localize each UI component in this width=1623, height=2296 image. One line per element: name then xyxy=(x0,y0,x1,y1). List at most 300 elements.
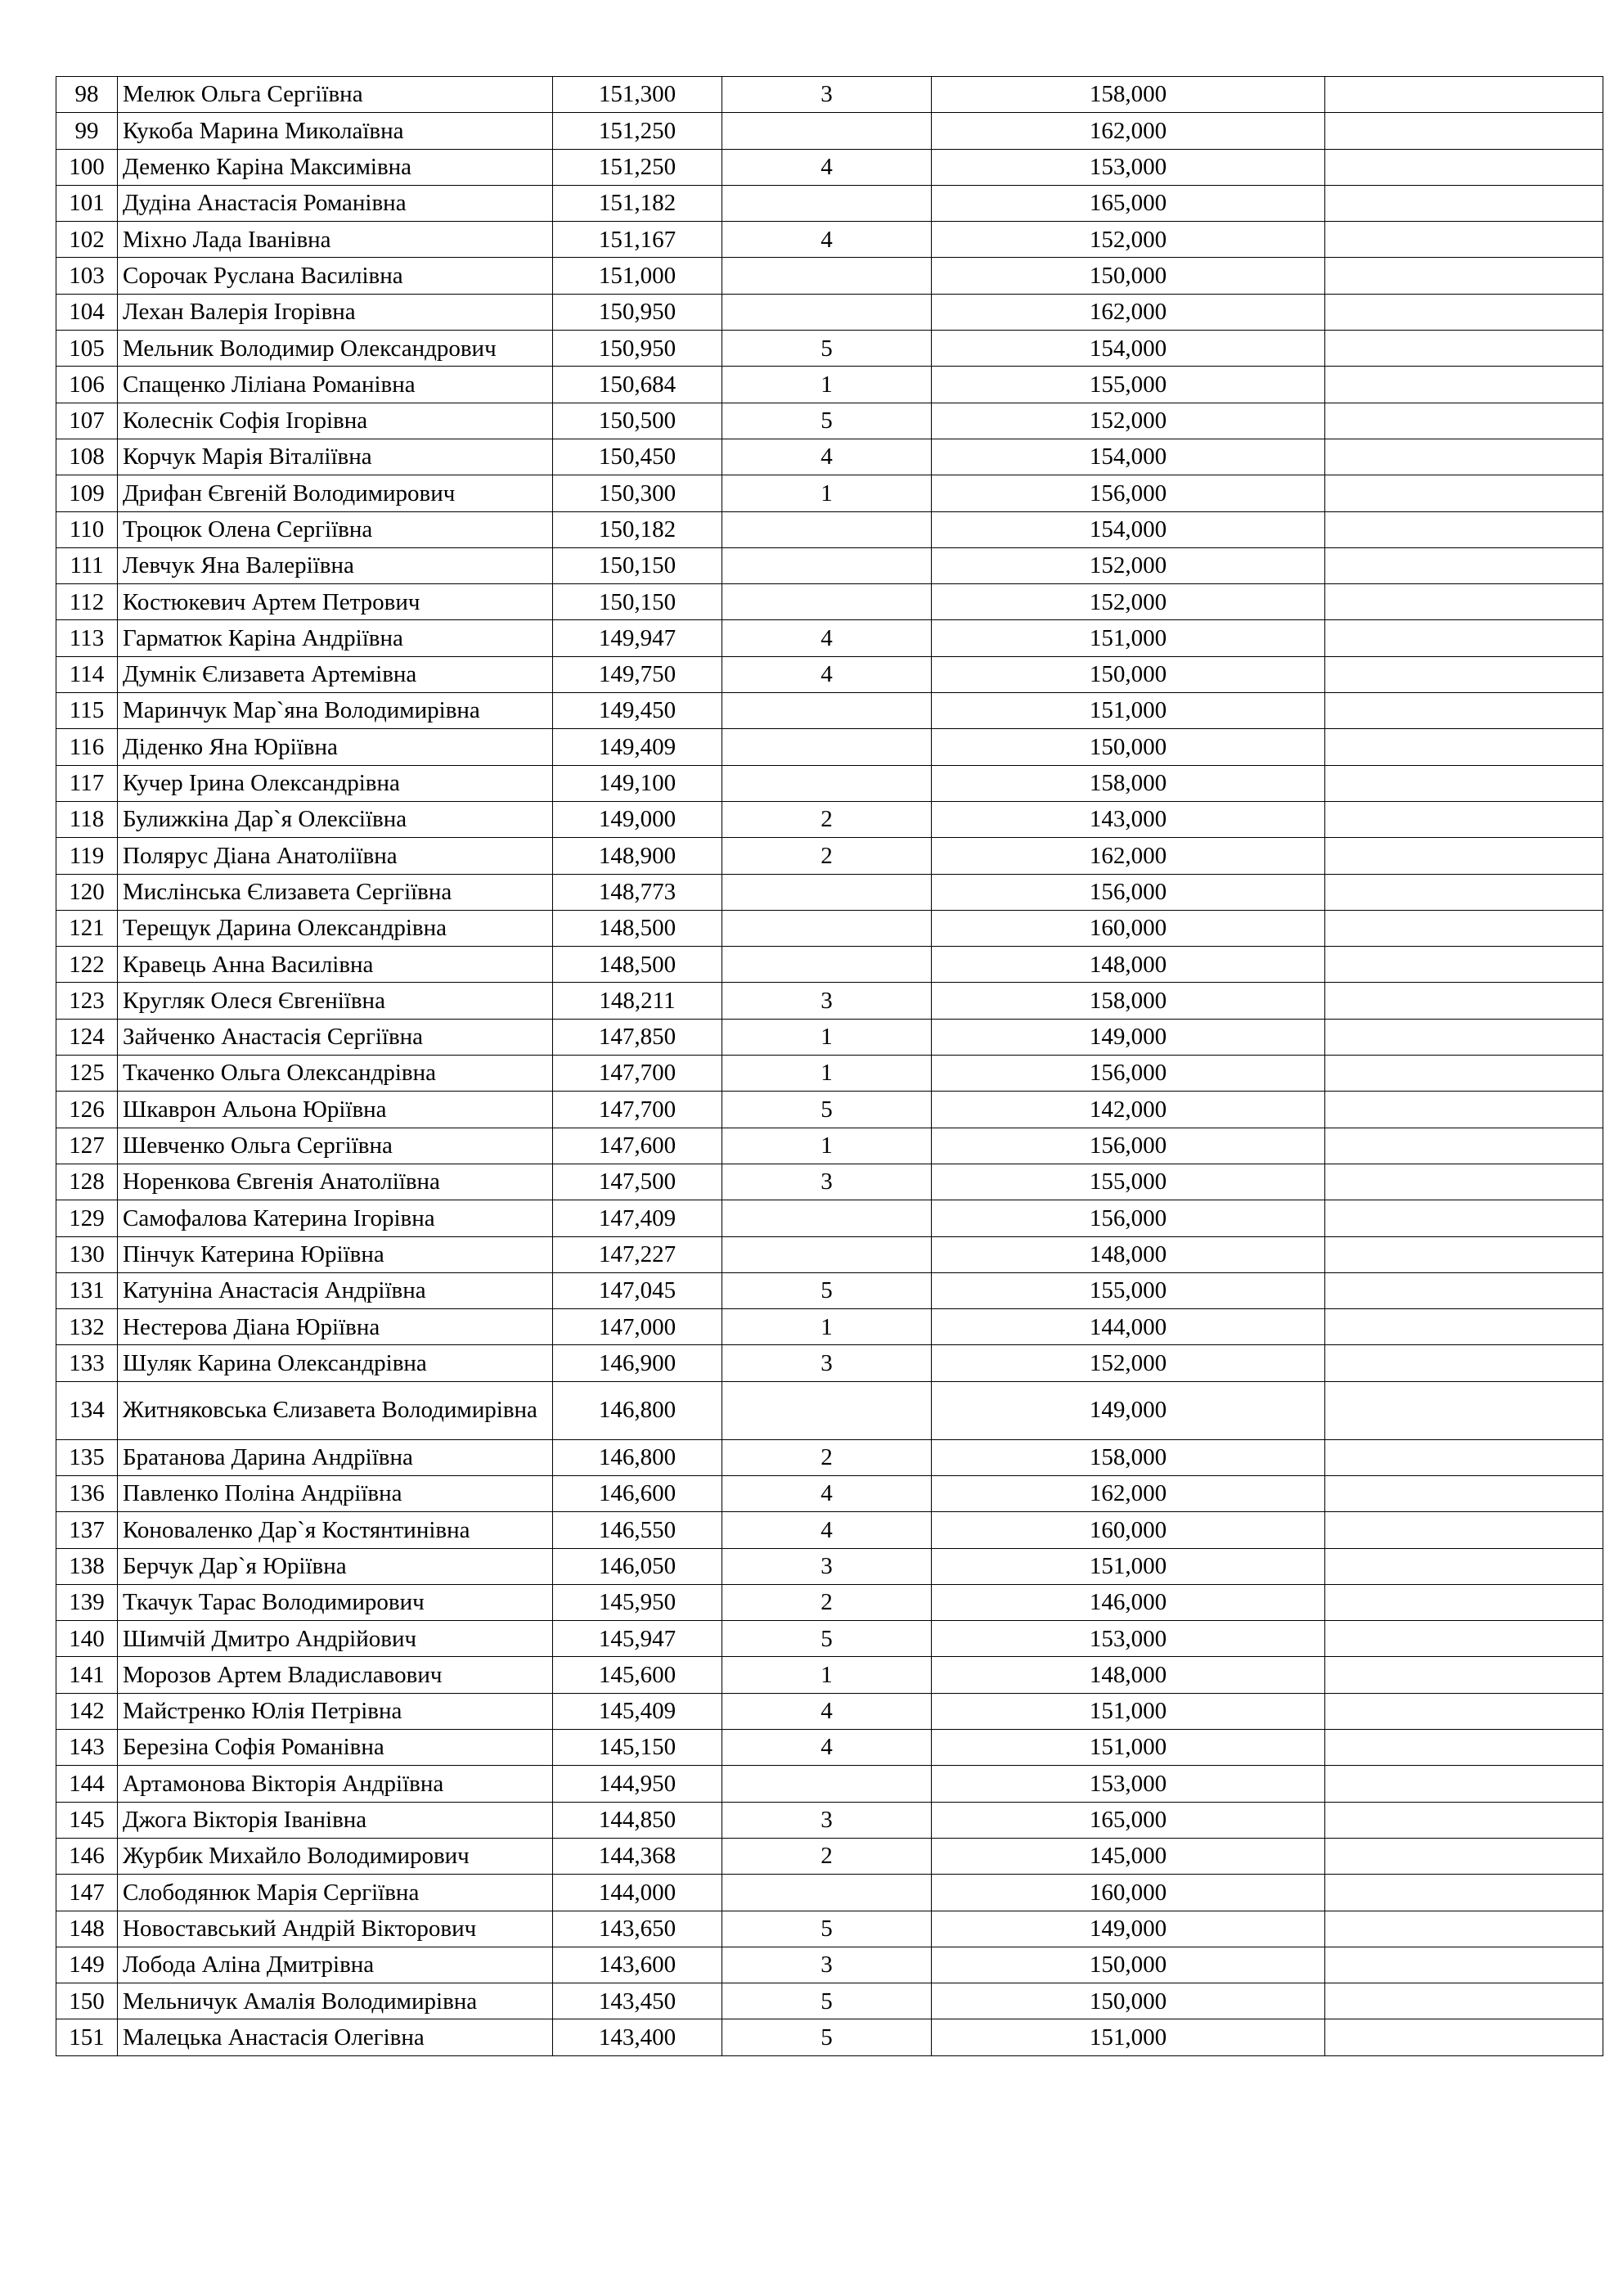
score-cell: 147,700 xyxy=(553,1056,722,1092)
score-cell: 143,650 xyxy=(553,1911,722,1947)
score-cell: 150,450 xyxy=(553,439,722,475)
row-number-cell: 105 xyxy=(56,331,118,367)
empty-cell xyxy=(1325,185,1603,221)
full-name-cell: Житняковська Єлизавета Володимирівна xyxy=(118,1381,553,1439)
full-name-cell: Дрифан Євгеній Володимирович xyxy=(118,475,553,511)
value-cell: 152,000 xyxy=(932,1345,1325,1381)
full-name-cell: Шимчій Дмитро Андрійович xyxy=(118,1621,553,1657)
empty-cell xyxy=(1325,1947,1603,1983)
priority-cell xyxy=(722,729,932,765)
full-name-cell: Морозов Артем Владиславович xyxy=(118,1657,553,1693)
row-number-cell: 123 xyxy=(56,983,118,1019)
row-number-cell: 117 xyxy=(56,765,118,801)
score-cell: 145,947 xyxy=(553,1621,722,1657)
priority-cell: 3 xyxy=(722,1345,932,1381)
value-cell: 142,000 xyxy=(932,1092,1325,1128)
full-name-cell: Мельничук Амалія Володимирівна xyxy=(118,1983,553,2019)
score-cell: 150,182 xyxy=(553,511,722,547)
value-cell: 153,000 xyxy=(932,149,1325,185)
row-number-cell: 129 xyxy=(56,1200,118,1236)
value-cell: 148,000 xyxy=(932,1657,1325,1693)
priority-cell: 2 xyxy=(722,838,932,874)
score-cell: 147,409 xyxy=(553,1200,722,1236)
value-cell: 160,000 xyxy=(932,1875,1325,1911)
row-number-cell: 132 xyxy=(56,1309,118,1345)
empty-cell xyxy=(1325,1621,1603,1657)
value-cell: 150,000 xyxy=(932,1983,1325,2019)
score-cell: 150,150 xyxy=(553,584,722,620)
row-number-cell: 125 xyxy=(56,1056,118,1092)
value-cell: 146,000 xyxy=(932,1584,1325,1620)
full-name-cell: Самофалова Катерина Ігорівна xyxy=(118,1200,553,1236)
row-number-cell: 111 xyxy=(56,547,118,583)
value-cell: 153,000 xyxy=(932,1766,1325,1802)
priority-cell: 3 xyxy=(722,983,932,1019)
value-cell: 155,000 xyxy=(932,1164,1325,1200)
score-cell: 151,250 xyxy=(553,113,722,149)
full-name-cell: Павленко Поліна Андріївна xyxy=(118,1475,553,1511)
priority-cell xyxy=(722,947,932,983)
value-cell: 158,000 xyxy=(932,1439,1325,1475)
row-number-cell: 143 xyxy=(56,1730,118,1766)
table-row xyxy=(56,1802,1603,1838)
score-cell: 147,000 xyxy=(553,1309,722,1345)
empty-cell xyxy=(1325,1128,1603,1164)
score-cell: 151,167 xyxy=(553,222,722,258)
value-cell: 156,000 xyxy=(932,1056,1325,1092)
table-row xyxy=(56,1621,1603,1657)
full-name-cell: Думнік Єлизавета Артемівна xyxy=(118,656,553,692)
value-cell: 152,000 xyxy=(932,403,1325,439)
row-number-cell: 121 xyxy=(56,910,118,946)
value-cell: 150,000 xyxy=(932,258,1325,294)
score-cell: 143,400 xyxy=(553,2019,722,2055)
value-cell: 158,000 xyxy=(932,765,1325,801)
empty-cell xyxy=(1325,584,1603,620)
row-number-cell: 142 xyxy=(56,1693,118,1729)
row-number-cell: 116 xyxy=(56,729,118,765)
score-cell: 146,550 xyxy=(553,1512,722,1548)
table-row xyxy=(56,1236,1603,1272)
score-cell: 143,450 xyxy=(553,1983,722,2019)
row-number-cell: 100 xyxy=(56,149,118,185)
table-row xyxy=(56,1056,1603,1092)
empty-cell xyxy=(1325,1381,1603,1439)
score-cell: 150,500 xyxy=(553,403,722,439)
row-number-cell: 133 xyxy=(56,1345,118,1381)
priority-cell: 3 xyxy=(722,1802,932,1838)
full-name-cell: Міхно Лада Іванівна xyxy=(118,222,553,258)
score-cell: 146,800 xyxy=(553,1381,722,1439)
full-name-cell: Братанова Дарина Андріївна xyxy=(118,1439,553,1475)
score-cell: 148,773 xyxy=(553,874,722,910)
empty-cell xyxy=(1325,1657,1603,1693)
table-row xyxy=(56,1345,1603,1381)
empty-cell xyxy=(1325,1309,1603,1345)
score-cell: 149,000 xyxy=(553,801,722,837)
value-cell: 149,000 xyxy=(932,1381,1325,1439)
table-row xyxy=(56,403,1603,439)
priority-cell xyxy=(722,294,932,330)
full-name-cell: Левчук Яна Валеріївна xyxy=(118,547,553,583)
table-row xyxy=(56,222,1603,258)
empty-cell xyxy=(1325,620,1603,656)
row-number-cell: 107 xyxy=(56,403,118,439)
value-cell: 156,000 xyxy=(932,1200,1325,1236)
priority-cell: 5 xyxy=(722,2019,932,2055)
row-number-cell: 115 xyxy=(56,693,118,729)
score-cell: 149,450 xyxy=(553,693,722,729)
table-row xyxy=(56,729,1603,765)
value-cell: 154,000 xyxy=(932,511,1325,547)
value-cell: 144,000 xyxy=(932,1309,1325,1345)
empty-cell xyxy=(1325,1512,1603,1548)
empty-cell xyxy=(1325,331,1603,367)
row-number-cell: 113 xyxy=(56,620,118,656)
full-name-cell: Малецька Анастасія Олегівна xyxy=(118,2019,553,2055)
row-number-cell: 99 xyxy=(56,113,118,149)
full-name-cell: Маринчук Мар`яна Володимирівна xyxy=(118,693,553,729)
value-cell: 155,000 xyxy=(932,367,1325,403)
row-number-cell: 130 xyxy=(56,1236,118,1272)
empty-cell xyxy=(1325,693,1603,729)
priority-cell xyxy=(722,765,932,801)
table-row xyxy=(56,656,1603,692)
full-name-cell: Лобода Аліна Дмитрівна xyxy=(118,1947,553,1983)
table-row xyxy=(56,77,1603,113)
full-name-cell: Пінчук Катерина Юріївна xyxy=(118,1236,553,1272)
full-name-cell: Шуляк Карина Олександрівна xyxy=(118,1345,553,1381)
full-name-cell: Катуніна Анастасія Андріївна xyxy=(118,1272,553,1308)
score-cell: 146,900 xyxy=(553,1345,722,1381)
full-name-cell: Колеснік Софія Ігорівна xyxy=(118,403,553,439)
full-name-cell: Ткаченко Ольга Олександрівна xyxy=(118,1056,553,1092)
priority-cell: 5 xyxy=(722,1983,932,2019)
value-cell: 151,000 xyxy=(932,2019,1325,2055)
value-cell: 152,000 xyxy=(932,547,1325,583)
score-cell: 151,250 xyxy=(553,149,722,185)
row-number-cell: 120 xyxy=(56,874,118,910)
row-number-cell: 103 xyxy=(56,258,118,294)
empty-cell xyxy=(1325,367,1603,403)
value-cell: 152,000 xyxy=(932,584,1325,620)
row-number-cell: 138 xyxy=(56,1548,118,1584)
table-row xyxy=(56,1439,1603,1475)
empty-cell xyxy=(1325,2019,1603,2055)
empty-cell xyxy=(1325,547,1603,583)
empty-cell xyxy=(1325,475,1603,511)
table-row xyxy=(56,1693,1603,1729)
full-name-cell: Артамонова Вікторія Андріївна xyxy=(118,1766,553,1802)
table-row xyxy=(56,1200,1603,1236)
full-name-cell: Полярус Діана Анатоліївна xyxy=(118,838,553,874)
table-row xyxy=(56,838,1603,874)
full-name-cell: Дудіна Анастасія Романівна xyxy=(118,185,553,221)
table-row xyxy=(56,1947,1603,1983)
table-row xyxy=(56,983,1603,1019)
priority-cell: 5 xyxy=(722,331,932,367)
table-row xyxy=(56,475,1603,511)
score-cell: 147,700 xyxy=(553,1092,722,1128)
row-number-cell: 146 xyxy=(56,1838,118,1874)
value-cell: 165,000 xyxy=(932,1802,1325,1838)
table-row xyxy=(56,547,1603,583)
value-cell: 160,000 xyxy=(932,1512,1325,1548)
table-row xyxy=(56,113,1603,149)
empty-cell xyxy=(1325,1200,1603,1236)
score-cell: 147,850 xyxy=(553,1019,722,1055)
empty-cell xyxy=(1325,729,1603,765)
score-cell: 151,182 xyxy=(553,185,722,221)
full-name-cell: Мельник Володимир Олександрович xyxy=(118,331,553,367)
table-row xyxy=(56,439,1603,475)
table-row xyxy=(56,1381,1603,1439)
priority-cell: 3 xyxy=(722,1548,932,1584)
value-cell: 148,000 xyxy=(932,947,1325,983)
score-cell: 144,368 xyxy=(553,1838,722,1874)
priority-cell: 1 xyxy=(722,367,932,403)
priority-cell xyxy=(722,1200,932,1236)
row-number-cell: 119 xyxy=(56,838,118,874)
table-row xyxy=(56,1512,1603,1548)
priority-cell xyxy=(722,185,932,221)
value-cell: 162,000 xyxy=(932,294,1325,330)
score-cell: 150,150 xyxy=(553,547,722,583)
row-number-cell: 140 xyxy=(56,1621,118,1657)
table-row xyxy=(56,1911,1603,1947)
empty-cell xyxy=(1325,1730,1603,1766)
table-row xyxy=(56,1657,1603,1693)
priority-cell: 5 xyxy=(722,1092,932,1128)
row-number-cell: 124 xyxy=(56,1019,118,1055)
priority-cell: 1 xyxy=(722,1056,932,1092)
value-cell: 149,000 xyxy=(932,1019,1325,1055)
full-name-cell: Кукоба Марина Миколаївна xyxy=(118,113,553,149)
empty-cell xyxy=(1325,1056,1603,1092)
value-cell: 162,000 xyxy=(932,838,1325,874)
table-row xyxy=(56,185,1603,221)
score-cell: 144,000 xyxy=(553,1875,722,1911)
table-row xyxy=(56,1272,1603,1308)
value-cell: 149,000 xyxy=(932,1911,1325,1947)
value-cell: 150,000 xyxy=(932,729,1325,765)
priority-cell xyxy=(722,258,932,294)
empty-cell xyxy=(1325,1092,1603,1128)
table-row xyxy=(56,1128,1603,1164)
empty-cell xyxy=(1325,1345,1603,1381)
row-number-cell: 114 xyxy=(56,656,118,692)
empty-cell xyxy=(1325,656,1603,692)
full-name-cell: Костюкевич Артем Петрович xyxy=(118,584,553,620)
full-name-cell: Лехан Валерія Ігорівна xyxy=(118,294,553,330)
priority-cell: 5 xyxy=(722,403,932,439)
score-cell: 146,050 xyxy=(553,1548,722,1584)
priority-cell xyxy=(722,113,932,149)
score-cell: 146,600 xyxy=(553,1475,722,1511)
value-cell: 155,000 xyxy=(932,1272,1325,1308)
empty-cell xyxy=(1325,1164,1603,1200)
score-cell: 145,600 xyxy=(553,1657,722,1693)
full-name-cell: Нестерова Діана Юріївна xyxy=(118,1309,553,1345)
full-name-cell: Діденко Яна Юріївна xyxy=(118,729,553,765)
table-row xyxy=(56,693,1603,729)
row-number-cell: 109 xyxy=(56,475,118,511)
table-row xyxy=(56,584,1603,620)
score-cell: 148,500 xyxy=(553,910,722,946)
table-row xyxy=(56,1548,1603,1584)
empty-cell xyxy=(1325,258,1603,294)
priority-cell: 3 xyxy=(722,1947,932,1983)
score-cell: 151,300 xyxy=(553,77,722,113)
table-row xyxy=(56,294,1603,330)
priority-cell: 2 xyxy=(722,801,932,837)
table-row xyxy=(56,258,1603,294)
empty-cell xyxy=(1325,1766,1603,1802)
score-cell: 150,950 xyxy=(553,294,722,330)
row-number-cell: 122 xyxy=(56,947,118,983)
empty-cell xyxy=(1325,801,1603,837)
row-number-cell: 148 xyxy=(56,1911,118,1947)
table-row xyxy=(56,331,1603,367)
value-cell: 143,000 xyxy=(932,801,1325,837)
priority-cell: 1 xyxy=(722,1019,932,1055)
score-cell: 145,950 xyxy=(553,1584,722,1620)
priority-cell: 5 xyxy=(722,1272,932,1308)
value-cell: 162,000 xyxy=(932,1475,1325,1511)
score-cell: 143,600 xyxy=(553,1947,722,1983)
empty-cell xyxy=(1325,874,1603,910)
priority-cell: 1 xyxy=(722,1128,932,1164)
empty-cell xyxy=(1325,403,1603,439)
table-row xyxy=(56,1092,1603,1128)
row-number-cell: 102 xyxy=(56,222,118,258)
priority-cell xyxy=(722,1766,932,1802)
full-name-cell: Шкаврон Альона Юріївна xyxy=(118,1092,553,1128)
ranking-table xyxy=(56,76,1603,2056)
row-number-cell: 128 xyxy=(56,1164,118,1200)
score-cell: 144,950 xyxy=(553,1766,722,1802)
empty-cell xyxy=(1325,838,1603,874)
table-row xyxy=(56,149,1603,185)
full-name-cell: Кравець Анна Василівна xyxy=(118,947,553,983)
value-cell: 154,000 xyxy=(932,439,1325,475)
priority-cell xyxy=(722,547,932,583)
table-row xyxy=(56,874,1603,910)
score-cell: 149,100 xyxy=(553,765,722,801)
priority-cell: 4 xyxy=(722,620,932,656)
full-name-cell: Березіна Софія Романівна xyxy=(118,1730,553,1766)
priority-cell: 3 xyxy=(722,77,932,113)
empty-cell xyxy=(1325,1548,1603,1584)
table-row xyxy=(56,1730,1603,1766)
score-cell: 148,500 xyxy=(553,947,722,983)
empty-cell xyxy=(1325,947,1603,983)
table-row xyxy=(56,1019,1603,1055)
full-name-cell: Мислінська Єлизавета Сергіївна xyxy=(118,874,553,910)
value-cell: 160,000 xyxy=(932,910,1325,946)
priority-cell: 1 xyxy=(722,1309,932,1345)
row-number-cell: 101 xyxy=(56,185,118,221)
priority-cell: 4 xyxy=(722,222,932,258)
priority-cell: 1 xyxy=(722,475,932,511)
value-cell: 158,000 xyxy=(932,983,1325,1019)
priority-cell: 3 xyxy=(722,1164,932,1200)
full-name-cell: Шевченко Ольга Сергіївна xyxy=(118,1128,553,1164)
row-number-cell: 149 xyxy=(56,1947,118,1983)
score-cell: 148,211 xyxy=(553,983,722,1019)
row-number-cell: 144 xyxy=(56,1766,118,1802)
score-cell: 149,750 xyxy=(553,656,722,692)
priority-cell: 4 xyxy=(722,149,932,185)
table-row xyxy=(56,910,1603,946)
row-number-cell: 150 xyxy=(56,1983,118,2019)
priority-cell: 1 xyxy=(722,1657,932,1693)
row-number-cell: 147 xyxy=(56,1875,118,1911)
value-cell: 156,000 xyxy=(932,874,1325,910)
priority-cell: 4 xyxy=(722,1512,932,1548)
table-row xyxy=(56,1766,1603,1802)
empty-cell xyxy=(1325,1693,1603,1729)
full-name-cell: Сорочак Руслана Василівна xyxy=(118,258,553,294)
value-cell: 150,000 xyxy=(932,1947,1325,1983)
priority-cell xyxy=(722,511,932,547)
empty-cell xyxy=(1325,1439,1603,1475)
table-row xyxy=(56,1475,1603,1511)
table-row xyxy=(56,947,1603,983)
score-cell: 144,850 xyxy=(553,1802,722,1838)
row-number-cell: 131 xyxy=(56,1272,118,1308)
table-row xyxy=(56,765,1603,801)
table-row xyxy=(56,1584,1603,1620)
value-cell: 152,000 xyxy=(932,222,1325,258)
empty-cell xyxy=(1325,511,1603,547)
score-cell: 150,300 xyxy=(553,475,722,511)
empty-cell xyxy=(1325,439,1603,475)
priority-cell: 4 xyxy=(722,1693,932,1729)
table-row xyxy=(56,801,1603,837)
table-row xyxy=(56,1838,1603,1874)
empty-cell xyxy=(1325,1236,1603,1272)
table-row xyxy=(56,620,1603,656)
score-cell: 149,947 xyxy=(553,620,722,656)
score-cell: 148,900 xyxy=(553,838,722,874)
full-name-cell: Журбик Михайло Володимирович xyxy=(118,1838,553,1874)
table-row xyxy=(56,367,1603,403)
full-name-cell: Норенкова Євгенія Анатоліївна xyxy=(118,1164,553,1200)
full-name-cell: Спащенко Ліліана Романівна xyxy=(118,367,553,403)
row-number-cell: 127 xyxy=(56,1128,118,1164)
full-name-cell: Новоставський Андрій Вікторович xyxy=(118,1911,553,1947)
priority-cell: 5 xyxy=(722,1621,932,1657)
score-cell: 147,600 xyxy=(553,1128,722,1164)
full-name-cell: Джога Вікторія Іванівна xyxy=(118,1802,553,1838)
row-number-cell: 98 xyxy=(56,77,118,113)
full-name-cell: Коноваленко Дар`я Костянтинівна xyxy=(118,1512,553,1548)
empty-cell xyxy=(1325,294,1603,330)
value-cell: 153,000 xyxy=(932,1621,1325,1657)
row-number-cell: 108 xyxy=(56,439,118,475)
priority-cell xyxy=(722,1236,932,1272)
value-cell: 156,000 xyxy=(932,1128,1325,1164)
empty-cell xyxy=(1325,1019,1603,1055)
full-name-cell: Троцюк Олена Сергіївна xyxy=(118,511,553,547)
empty-cell xyxy=(1325,1875,1603,1911)
full-name-cell: Корчук Марія Віталіївна xyxy=(118,439,553,475)
empty-cell xyxy=(1325,1475,1603,1511)
value-cell: 148,000 xyxy=(932,1236,1325,1272)
priority-cell xyxy=(722,584,932,620)
value-cell: 151,000 xyxy=(932,1730,1325,1766)
